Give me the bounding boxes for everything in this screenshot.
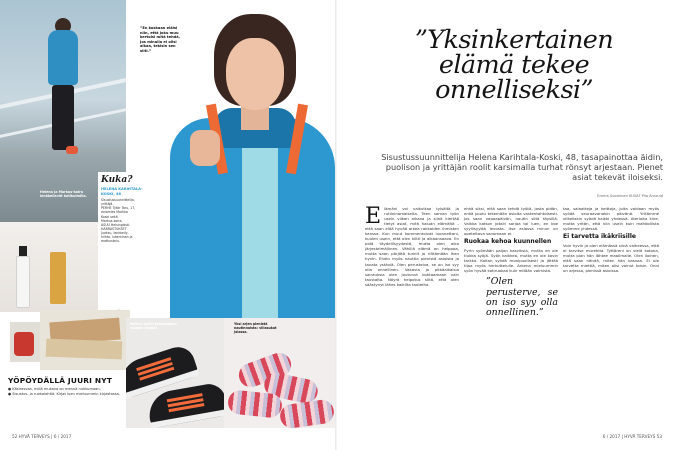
nightstand-title: YÖPÖYDÄLLÄ JUURI NYT (8, 376, 113, 385)
red-mug (14, 332, 34, 356)
page-footer-right: 6 / 2017 | HYVÄ TERVEYS 53 (602, 434, 662, 439)
shoes-caption: Helena pyrkii juoksemaan vuoden ympäri. (130, 322, 177, 330)
nightstand-text (8, 387, 126, 396)
shoes-photo (126, 318, 224, 428)
lotion-pump (19, 246, 27, 256)
article-headline (365, 25, 663, 105)
lotion-bottle (16, 256, 30, 308)
kuka-info-box (98, 172, 154, 324)
drop-cap: E (365, 204, 382, 229)
wool-sock (279, 398, 336, 428)
nightstand-item: ● Sisustus- ja ruokalehtiä. Kirjat luen mieluummin kirjastossa. (8, 391, 120, 396)
body-text: lämäni voi vaikuttaa tylsältä ja rutiininomaiselta. Teen saman työn usein viikon aikana ja siinä kiertää tietyt asiat, mitä haluan elämältä – että saan elää hyvää arkea rakkaiden ihmisten kanssa. Kun muut kommentoivat luonnettani, kuulen usein, että olen kiltti ja aikaansaava. En pidä täydellisyydestä, mutta olen aika järjestelmällinen. Vähillä elämä on helppoa, mutta saan pärjätä tunnit ja riittämään ihan hyvin. Ehdin myös nauttia pienistä asioista ja tavata ystäviä. Olen perusteiva, se on iso syy olla onnellinen. Vakavia ja pitkäaikaisia sairauksia olen joutunut kohtaamaan vain taustalta. Nöyrä helpotus siitä, että olen säästynyt lähes kaikilta tauteilta. (365, 206, 459, 287)
page-footer-left: 52 HYVÄ TERVEYS | 6 / 2017 (12, 434, 72, 439)
subheading: Ei tarvetta ikäkriisille (563, 233, 636, 241)
headline-line: onnelliseksi” (435, 75, 593, 105)
wool-sock (227, 389, 283, 419)
kuka-line: PERHE Tytär Taru, 17, (101, 206, 136, 211)
kuka-line: Juoksu, lenkkeily, (101, 230, 129, 235)
article-credits: Emma Suominen KUVAT Piia Arnould (597, 194, 663, 198)
shoe-lace (136, 357, 171, 371)
portrait-quote: ”En koskaan eläisi niin, että joku muu kertoisi mitä tehdä. Jos minulla ei olisi aikaa, tekisin sen silti.” (140, 26, 180, 53)
book (46, 339, 123, 360)
kuka-line: aviomies Markko (101, 210, 128, 215)
kuka-line: Sisustussuunnittelija, (101, 198, 135, 203)
nightstand-item: ● Käsirasvaa, millä mukava on mennä nukkumaan. (8, 387, 101, 391)
headline-line: ”Yksinkertainen (414, 25, 614, 55)
kuka-line: matkustelu. (101, 239, 120, 244)
jogging-caption: Helena ja Markus-koira lenkkeilevät kotikulmilla. (40, 190, 87, 199)
runner-legs (52, 85, 74, 150)
kuka-name: HELENA KARIHTALA-KOSKI, 48 (101, 187, 143, 196)
kuka-title: Kuka? (101, 175, 133, 185)
shoe-lace (167, 393, 203, 402)
body-text: taa, salaatteja ja keittoja, joita voidaan myös syödä seuraavanakin päivänä. Yritämme viikollakin syödä kaikki yhdessä. Aterioita kiire, mutta yritän, että niin usein kuin mahdollista syömme yhdessä. (563, 206, 659, 232)
kuka-line: yrittäjä. (101, 202, 114, 207)
nightstand-box (8, 376, 126, 396)
headline-line: elämä tekee (438, 50, 590, 80)
pull-quote: ”Olen perusterve, se on iso syy olla onnellinen.” (486, 276, 558, 319)
socks-caption: Yksi arjen pienistä nautinnoista: villasukat jalassa. (234, 322, 277, 334)
article-lead: Sisustussuunnittelija Helena Karihtala-Koski, 48, tasapainottaa äidin, puolison ja yrittäjän roolit karsimalla turhat rönsyt arjestaan. Pienet asiat tekevät iloiseksi. (381, 152, 663, 183)
body-column-3 (563, 206, 659, 273)
portrait-face (226, 38, 284, 110)
body-column-1 (365, 206, 459, 287)
runner-shoe (66, 146, 78, 154)
portrait-shirt (242, 140, 278, 318)
body-text: Voin hyvin ja olen elämässä siinä vaiheessa, että ei tarvitse murehtia. Tyttäreni on vielä kotona, mutta pian hän lähtee maailmalle. Olen iloinen, että saan nähdä, miten hän kasvaa. Ei ole tarvetta miettiä, miten olisi voinut toisin. Onni on arjessa, pienissä asioissa. (563, 242, 659, 274)
books-photo (40, 310, 130, 370)
body-text: Pyrin syömään paljon kasviksia, mutta en ole tiukka syöjä. Syön kaikkea, mutta en ole kovin tarkka. Koitan syödä monipuolisesti ja jättää tilaa myös herkuttelulle. Arkena mieluummin syön hyvää kotiruokaa kuin mitään valmista. (464, 247, 558, 274)
socks-photo (224, 318, 337, 428)
subheading: Ruokaa kehoa kuunnellen (464, 238, 552, 246)
kuka-line: Markus-koira. (101, 218, 123, 223)
portrait-hand (190, 130, 220, 166)
kuka-line: hiihto, lukeminen ja (101, 235, 133, 240)
kuka-line: ASUU Helsingissä. (101, 222, 130, 227)
body-column-2 (464, 206, 558, 323)
kuka-line: Koski sekä (101, 214, 118, 219)
runner-jacket (48, 30, 78, 85)
mug-photo (10, 322, 40, 362)
kuka-line: HARRASTUKSET (101, 226, 127, 231)
nightstand-photo (0, 222, 98, 312)
kuka-text (101, 198, 151, 243)
shoe-sole (151, 409, 224, 428)
right-page (337, 0, 674, 450)
body-text: ehkä siksi, että saan tehdä työtä, josta pidän, enkä joudu tekemään asioita vastentahtoisesti. Jos saan vapaapäivän, nautin siitä täysillä. Vaikka katson jotain sarjaa tai luen, en koe syyllisyyttä levosta. Itse asiassa minun on opeteltava sanomaan ei. (464, 206, 558, 237)
candle (50, 252, 66, 304)
